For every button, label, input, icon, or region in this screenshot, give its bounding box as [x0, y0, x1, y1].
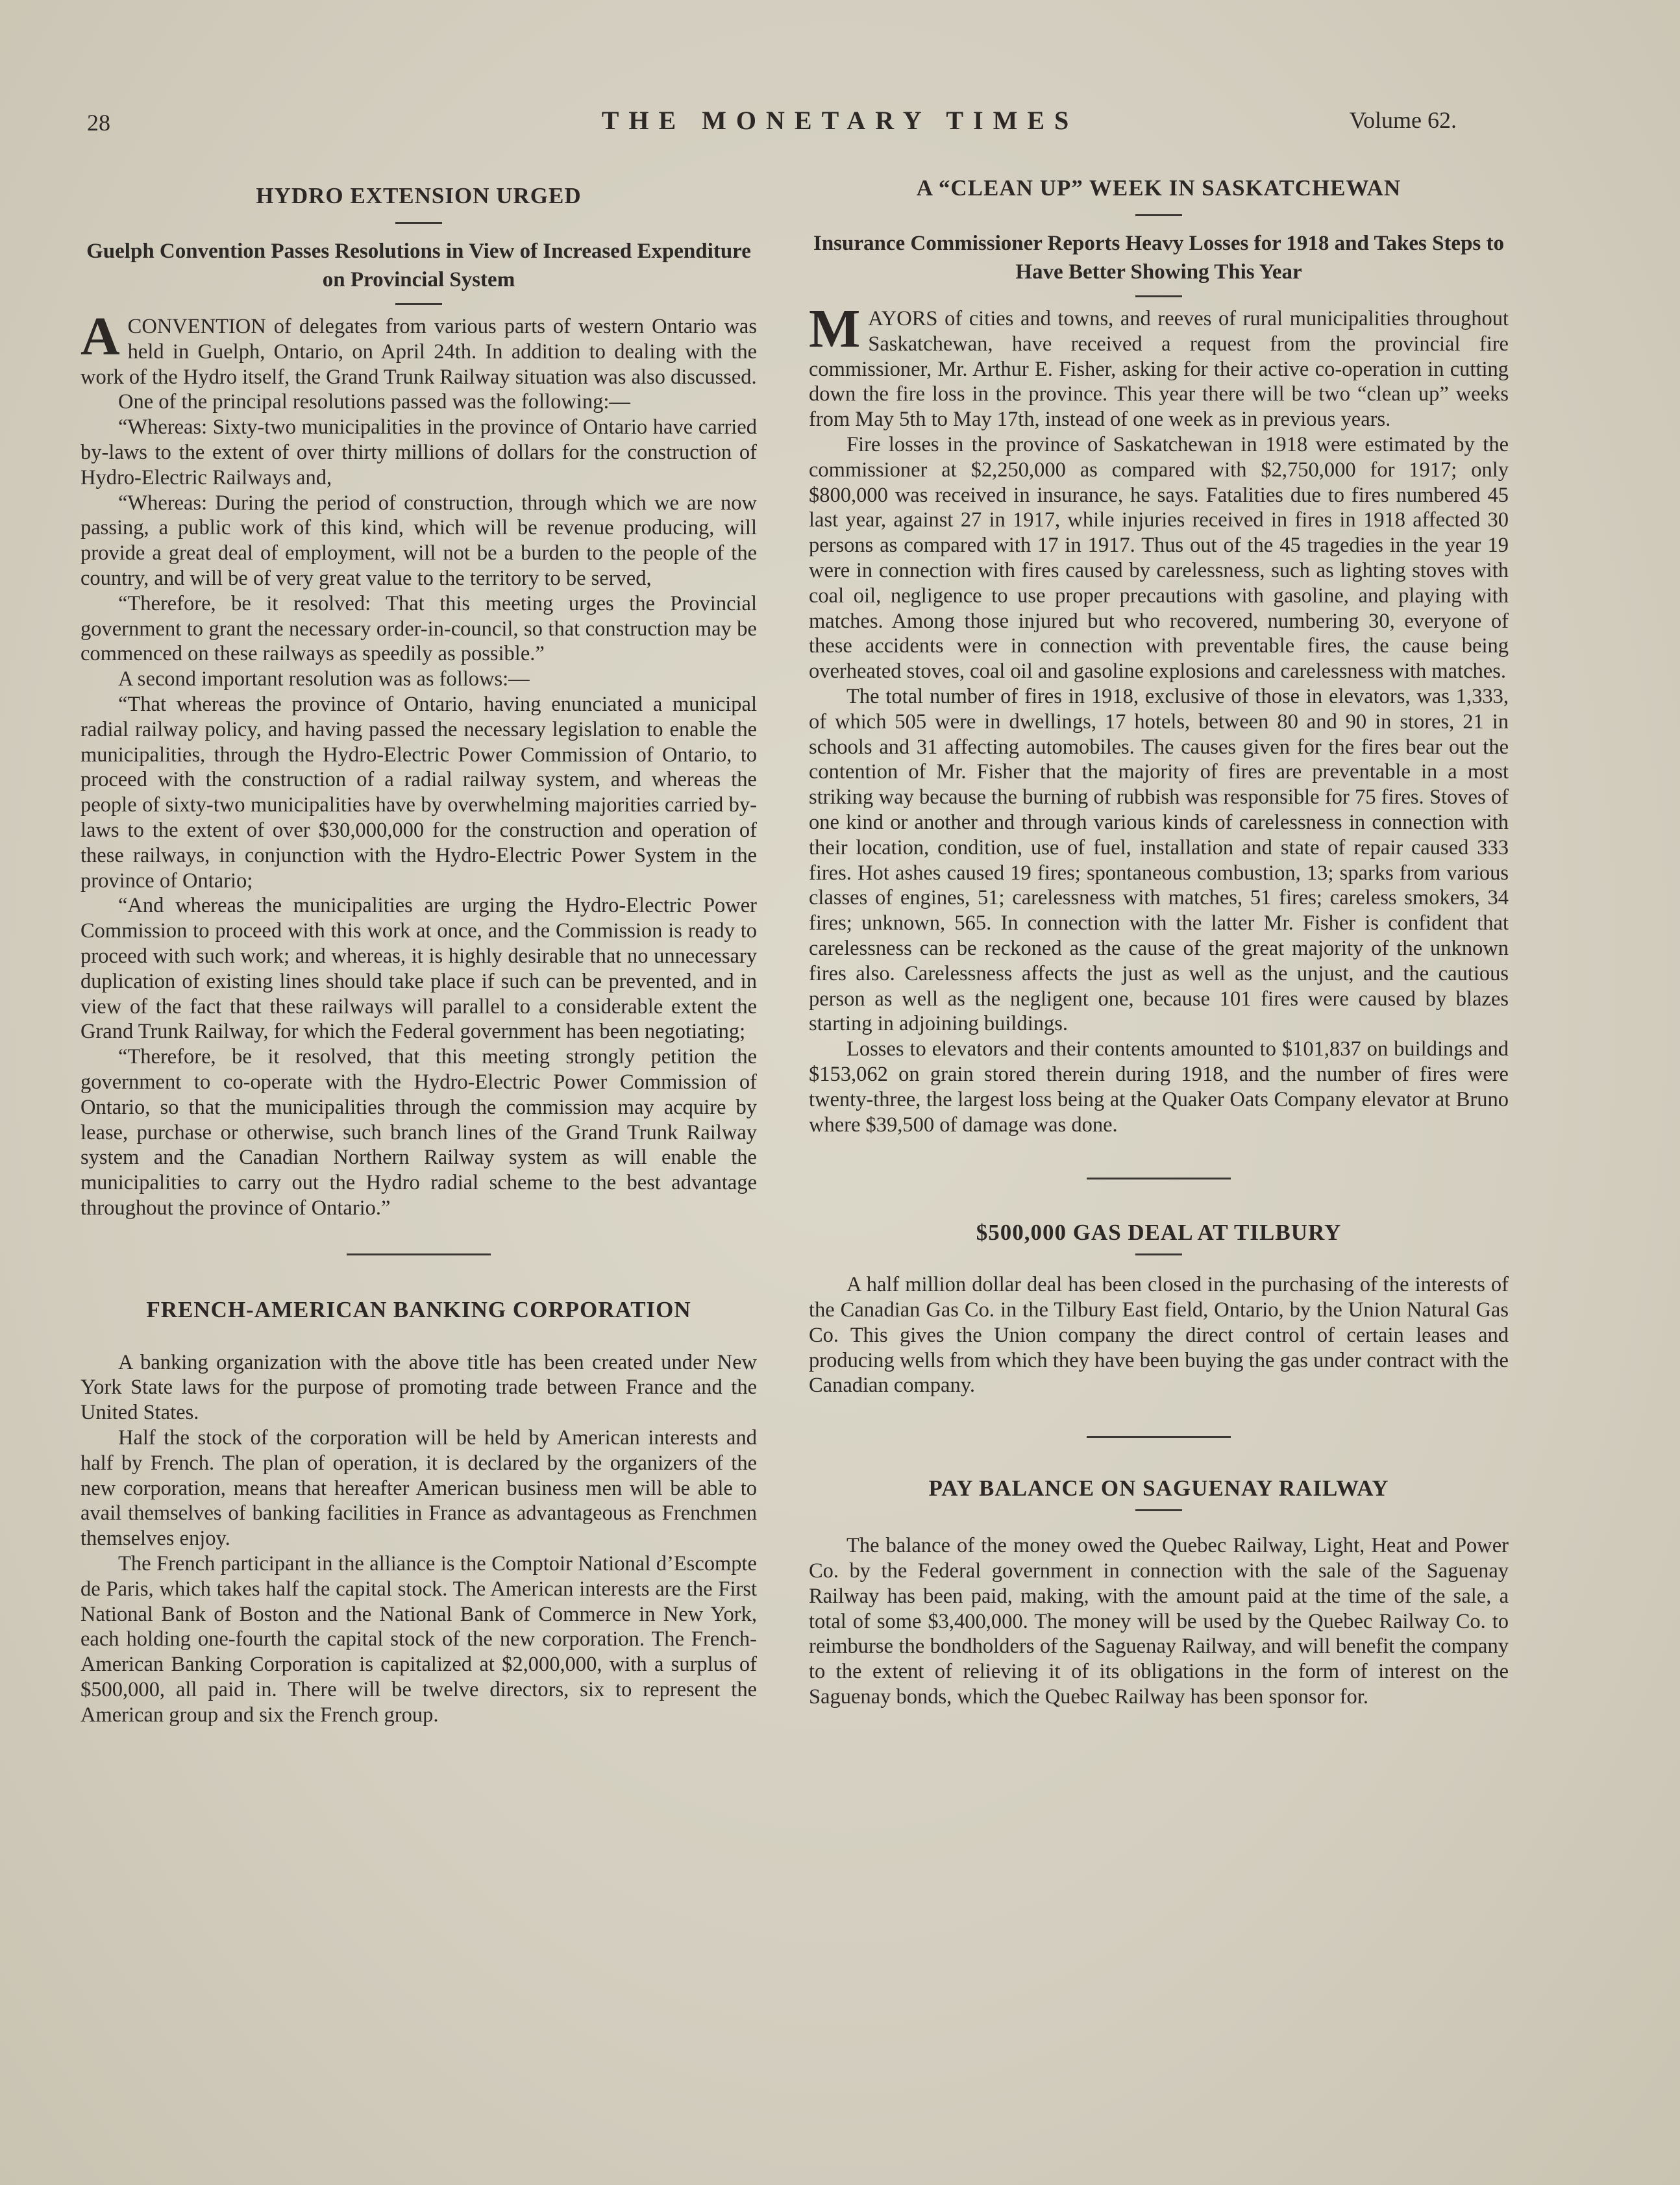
article-hydro-extension [80, 183, 757, 1221]
paragraph: “Therefore, be it resolved: That this meeting urges the Provincial government to grant the necessary order-in-council, so that construction may be commenced on these railways as speedily as possible.” [80, 591, 757, 666]
paragraph: A banking organization with the above title has been created under New York State laws for the purpose of promoting trade between France and the United States. [80, 1350, 757, 1425]
article-french-american-banking [80, 1297, 757, 1728]
article-title: A “CLEAN UP” WEEK IN SASKATCHEWAN [916, 175, 1402, 201]
section-divider [1087, 1178, 1231, 1179]
article-title: $500,000 GAS DEAL AT TILBURY [976, 1220, 1342, 1246]
article-gas-deal [809, 1220, 1509, 1398]
section-divider [347, 1253, 491, 1255]
paragraph: “Therefore, be it resolved, that this meeting strongly petition the government to co-operate with the Hydro-Electric Power Commission of Ontario, so that the municipalities through the commission may acquire by lease, purchase or otherwise, such branch lines of the Grand Trunk Railway system and the Canadian Northern Railway system as will enable the municipalities to carry out the Hydro radial scheme to the best advantage throughout the province of Ontario.” [80, 1045, 757, 1220]
paragraph: “That whereas the province of Ontario, having enunciated a municipal radial railway policy, and having passed the necessary legislation to enable the municipalities, through the Hydro-Electric Power Commission of Ontario, to proceed with the construction of a radial railway system, and whereas the people of sixty-two municipalities have by overwhelming majorities carried by-laws to the extent of over $30,000,000 for the construction and operation of these railways, in conjunction with the Hydro-Electric Power System in the province of Ontario; [80, 692, 757, 893]
page-header [0, 106, 1680, 148]
paragraph: Losses to elevators and their contents amounted to $101,837 on buildings and $153,062 on grain stored therein during 1918, and the number of fires were twenty-three, the largest loss being at the Quaker Oats Company elevator at Bruno where $39,500 of damage was done. [809, 1037, 1509, 1137]
article-subtitle: Insurance Commissioner Reports Heavy Losses for 1918 and Takes Steps to Have Better Showing This Year [813, 232, 1505, 284]
paragraph: “And whereas the municipalities are urging the Hydro-Electric Power Commission to proceed with this work at once, and the Commission is ready to proceed with such work; and whereas, it is highly desirable that no unnecessary duplication of existing lines should take place if such can be prevented, and in view of the fact that these railways will parallel to a considerable extent the Grand Trunk Railway, for which the Federal government has been negotiating; [80, 894, 757, 1044]
article-title: PAY BALANCE ON SAGUENAY RAILWAY [928, 1475, 1389, 1501]
divider [1135, 1509, 1182, 1511]
paragraph: MAYORS of cities and towns, and reeves of rural municipalities throughout Saskatchewan, have received a request from the provincial fire commissioner, Mr. Arthur E. Fisher, asking for their active co-operation in cutting down the fire loss in the province. This year there will be two “clean up” weeks from May 5th to May 17th, instead of one week as in previous years. [809, 299, 1509, 432]
article-clean-up-week [809, 175, 1509, 1137]
paragraph: “Whereas: During the period of construction, through which we are now passing, a public work of this kind, which will be revenue producing, will provide a great deal of employment, will not be a burden to the people of the country, and will be of very great value to the territory to be served, [80, 491, 757, 590]
drop-cap: A [80, 306, 120, 367]
paragraph: “Whereas: Sixty-two municipalities in the province of Ontario have carried by-laws to the extent of over thirty millions of dollars for the construction of Hydro-Electric Railways and, [80, 415, 757, 489]
section-divider [1087, 1436, 1231, 1438]
paragraph: Half the stock of the corporation will be held by American interests and half by French. The plan of operation, it is declared by the organizers of the new corporation, means that hereafter American business men will be able to avail themselves of banking facilities in France as advantageous as Frenchmen themselves enjoy. [80, 1426, 757, 1551]
paragraph: The balance of the money owed the Quebec Railway, Light, Heat and Power Co. by the Federal government in connection with the sale of the Saguenay Railway has been paid, making, with the amount paid at the time of the sale, a total of some $3,400,000. The money will be used by the Quebec Railway Co. to reimburse the bondholders of the Saguenay Railway, and will benefit the company to the extent of relieving it of its obligations in the form of interest on the Saguenay bonds, which the Quebec Railway has been sponsor for. [809, 1534, 1509, 1709]
paragraph: A half million dollar deal has been closed in the purchasing of the interests of the Canadian Gas Co. in the Tilbury East field, Ontario, by the Union Natural Gas Co. This gives the Union company the direct control of certain leases and producing wells from which they have been buying the gas under contract with the Canadian company. [809, 1273, 1509, 1398]
divider [1135, 214, 1182, 216]
article-subtitle: Guelph Convention Passes Resolutions in View of Increased Expenditure on Provincial System [86, 240, 751, 291]
article-title: HYDRO EXTENSION URGED [256, 183, 582, 208]
paragraph: The total number of fires in 1918, exclusive of those in elevators, was 1,333, of which 505 were in dwellings, 17 hotels, between 80 and 90 in stores, 21 in schools and 31 affecting automobiles. The causes given for the fires bear out the contention of Mr. Fisher that the majority of fires are preventable in a most striking way because the burning of rubbish was responsible for 75 fires. Stoves of one kind or another and through various kinds of carelessness in connection with their location, condition, use of fuel, installation and state of repair caused 333 fires. Hot ashes caused 19 fires; spontaneous combustion, 13; sparks from various classes of engines, 51; carelessness with matches, 51 fires; careless smokers, 34 fires; unknown, 565. In connection with the latter Mr. Fisher is confident that carelessness can be reckoned as the cause of the great majority of the unknown fires also. Carelessness affects the just as well as the unjust, and the cautious person as well as the negligent one, because 101 fires were caused by blazes starting in adjoining buildings. [809, 684, 1509, 1036]
paragraph: One of the principal resolutions passed was the following:— [118, 390, 630, 414]
right-column [809, 175, 1509, 1710]
left-column [80, 175, 757, 1728]
volume-label: Volume 62. [1349, 107, 1457, 133]
drop-cap: M [809, 299, 861, 359]
paragraph: ACONVENTION of delegates from various parts of western Ontario was held in Guelph, Ontario, on April 24th. In addition to dealing with the work of the Hydro itself, the Grand Trunk Railway situation was also discussed. [80, 306, 757, 389]
divider [395, 303, 442, 305]
divider [395, 222, 442, 224]
article-title: FRENCH-AMERICAN BANKING CORPORATION [146, 1296, 691, 1322]
paragraph: A second important resolution was as follows:— [118, 667, 530, 691]
paragraph: Fire losses in the province of Saskatchewan in 1918 were estimated by the commissioner at $2,250,000 as compared with $2,750,000 for 1917; only $800,000 was received in insurance, he says. Fatalities due to fires numbered 45 last year, against 27 in 1917, while injuries received in fires in 1918 affected 30 persons as compared with 17 in 1917. Thus out of the 45 tragedies in the year 19 were in connection with fires caused by carelessness, such as lighting stoves with coal oil, negligence to use proper precautions with gasoline, and playing with matches. Among those injured but who recovered, numbering 30, everyone of these accidents were in connection with preventable fires, the cause being overheated stoves, coal oil and gasoline explosions and carelessness with matches. [809, 432, 1509, 684]
publication-title: THE MONETARY TIMES [601, 106, 1079, 135]
page-number: 28 [87, 110, 110, 136]
divider [1135, 1253, 1182, 1255]
paragraph: The French participant in the alliance is the Comptoir National d’Escompte de Paris, which takes half the capital stock. The American interests are the First National Bank of Boston and the National Bank of Commerce in New York, each holding one-fourth the capital stock of the new corporation. The French-American Banking Corporation is capitalized at $2,000,000, with a surplus of $500,000, all paid in. There will be twelve directors, six to represent the American group and six the French group. [80, 1552, 757, 1727]
article-saguenay-railway [809, 1475, 1509, 1710]
divider [1135, 295, 1182, 297]
